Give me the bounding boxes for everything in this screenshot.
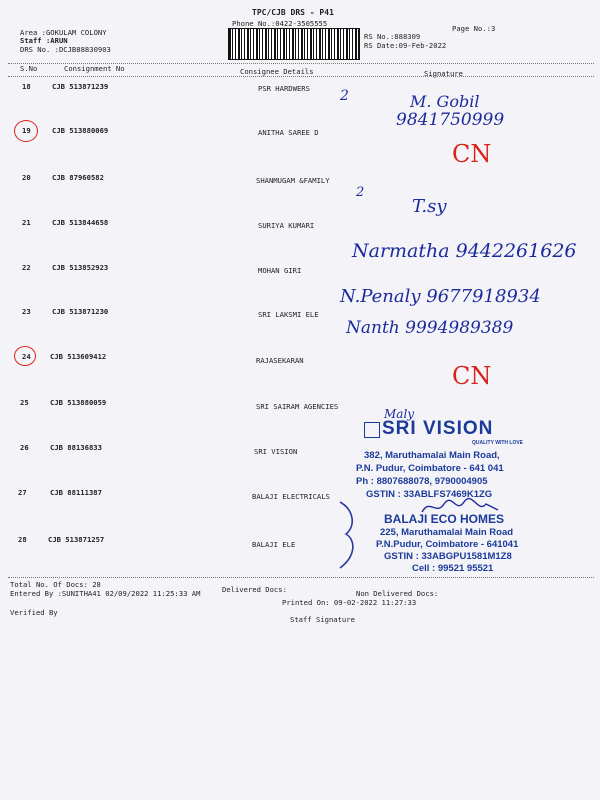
signature-name-phone: N.Penaly 9677918934 (340, 286, 541, 307)
row-sno: 22 (22, 263, 31, 272)
row-consignment: CJB 513852923 (52, 263, 109, 272)
stamp-address-1: 225, Maruthamalai Main Road (380, 527, 514, 538)
bracket-scribble (336, 500, 362, 570)
rs-number: RS No.:888309 (364, 32, 421, 41)
col-signature: Signature (424, 69, 463, 78)
signature-phone: 9841750999 (396, 110, 505, 130)
red-circle-mark (14, 120, 38, 142)
row-consignment: CJB 87960582 (52, 173, 104, 182)
entered-by: Entered By :SUNITHA41 02/09/2022 11:25:33 AM (10, 589, 201, 598)
row-consignment: CJB 513871230 (52, 307, 109, 316)
row-consignee: SRI SAIRAM AGENCIES (256, 402, 339, 411)
row-consignment: CJB 88136833 (50, 443, 102, 452)
stamp-signature: Maly (384, 407, 415, 421)
row-sno: 26 (20, 443, 29, 452)
row-consignee: SRI VISION (254, 447, 298, 456)
staff-signature: Staff Signature (290, 615, 355, 624)
phone-number: Phone No.:0422-3505555 (232, 19, 328, 28)
row-sno: 28 (18, 535, 27, 544)
row-consignee: RAJASEKARAN (256, 356, 304, 365)
cn-mark: CN (452, 362, 492, 390)
verified-by: Verified By (10, 608, 58, 617)
page-number: Page No.:3 (452, 24, 496, 33)
stamp-phone: Ph : 8807688078, 9790004905 (356, 476, 488, 487)
cn-mark: CN (452, 140, 492, 168)
row-sno: 23 (22, 307, 31, 316)
row-sno: 25 (20, 398, 29, 407)
row-consignment: CJB 513880069 (52, 126, 109, 135)
handwritten-mark: 2 (340, 88, 349, 104)
row-consignee: MOHAN GIRI (258, 266, 302, 275)
logo-icon (364, 422, 380, 438)
row-consignee: SURIYA KUMARI (258, 221, 315, 230)
row-consignment: CJB 513609412 (50, 352, 107, 361)
signature-name: M. Gobil (410, 92, 480, 111)
printed-on: Printed On: 09-02-2022 11:27:33 (282, 598, 417, 607)
stamp-gstin: GSTIN : 33ABGPU1581M1Z8 (384, 551, 512, 562)
stamp-address-2: P.N.Pudur, Coimbatore - 641041 (376, 539, 519, 550)
row-sno: 19 (22, 126, 31, 135)
non-delivered-docs: Non Delivered Docs: (356, 589, 439, 598)
document-title: TPC/CJB DRS - P41 (252, 8, 334, 17)
row-sno: 18 (22, 82, 31, 91)
row-sno: 24 (22, 352, 31, 361)
staff-label: Staff :ARUN (20, 36, 68, 45)
row-consignee: PSR HARDWERS (258, 84, 310, 93)
stamp-address-1: 382, Maruthamalai Main Road, (364, 450, 500, 461)
row-consignment: CJB 513871239 (52, 82, 109, 91)
stamp-tagline: QUALITY WITH LOVE (472, 440, 524, 446)
row-sno: 27 (18, 488, 27, 497)
stamp-company-name: SRI VISION (382, 418, 494, 439)
row-consignment: CJB 88111387 (50, 488, 102, 497)
drs-number: DRS No. :DCJB88830903 (20, 45, 111, 54)
footer-rule (8, 577, 594, 578)
row-consignee: ANITHA SAREE D (258, 128, 319, 137)
col-consignee: Consignee Details (240, 67, 314, 76)
col-sno: S.No (20, 64, 38, 73)
signature-name-phone: Nanth 9994989389 (346, 318, 514, 338)
row-consignee: SHANMUGAM &FAMILY (256, 176, 330, 185)
barcode (228, 28, 360, 60)
delivered-docs: Delivered Docs: (222, 585, 287, 594)
rs-date: RS Date:09-Feb-2022 (364, 41, 447, 50)
col-consignment: Consignment No (64, 64, 125, 73)
stamp-cell: Cell : 99521 95521 (412, 563, 494, 574)
row-consignment: CJB 513844658 (52, 218, 109, 227)
handwritten-mark: 2 (356, 185, 365, 200)
row-sno: 20 (22, 173, 31, 182)
header-bottom-rule (8, 76, 594, 77)
stamp-address-2: P.N. Pudur, Coimbatore - 641 041 (356, 463, 504, 474)
signature-name: T.sy (412, 196, 447, 217)
row-consignee: BALAJI ELECTRICALS (252, 492, 330, 501)
stamp-gstin: GSTIN : 33ABLFS7469K1ZG (366, 489, 493, 500)
signature-name-phone: Narmatha 9442261626 (352, 240, 577, 262)
row-consignment: CJB 513880059 (50, 398, 107, 407)
row-consignee: BALAJI ELE (252, 540, 296, 549)
area-label: Area :GOKULAM COLONY (20, 28, 107, 37)
total-docs: Total No. Of Docs: 28 (10, 580, 101, 589)
row-sno: 21 (22, 218, 31, 227)
red-circle-mark (14, 346, 36, 366)
stamp-company-name: BALAJI ECO HOMES (384, 512, 505, 526)
row-consignee: SRI LAKSMI ELE (258, 310, 319, 319)
row-consignment: CJB 513871257 (48, 535, 105, 544)
